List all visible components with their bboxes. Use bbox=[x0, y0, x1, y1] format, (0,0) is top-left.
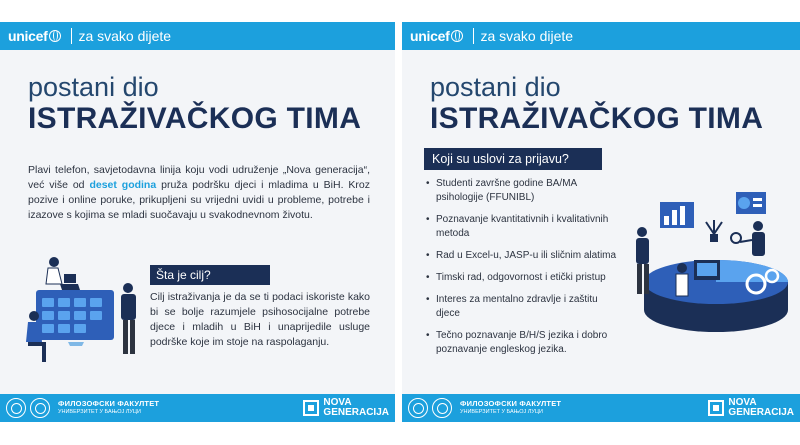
faculty-name bbox=[58, 399, 159, 417]
faculty-title: ФИЛОЗОФСКИ ФАКУЛТЕТ bbox=[460, 399, 562, 408]
partner-line-2: GENERACIJA bbox=[323, 407, 389, 418]
intro-paragraph bbox=[28, 163, 370, 223]
faculty-subtitle: УНИВЕРЗИТЕТ У БАЊОЈ ЛУЦИ bbox=[58, 409, 141, 415]
partner-line-1: NOVA bbox=[728, 397, 757, 408]
intro-highlight: deset godina bbox=[89, 179, 157, 191]
nova-generacija-logo bbox=[708, 398, 794, 418]
faculty-seal-icon bbox=[30, 398, 50, 418]
unicef-logo: unicef bbox=[410, 28, 450, 44]
nova-generacija-logo bbox=[303, 398, 389, 418]
right-panel bbox=[402, 22, 800, 422]
globe-icon bbox=[451, 30, 463, 42]
nova-generacija-icon bbox=[303, 400, 319, 416]
data-team-illustration bbox=[624, 172, 794, 347]
left-panel bbox=[0, 22, 395, 422]
intro-text-2: pruža podršku djeci i mladima u BiH. Kroz pozive i online poruke, prikupljeni su vrijedni uvidi u probleme, potrebe i izazove s kojima se mladi suočavaju u svakodnevnom životu. bbox=[28, 179, 370, 221]
footer bbox=[0, 394, 395, 422]
faculty-name bbox=[460, 399, 561, 417]
partner-line-2: GENERACIJA bbox=[728, 407, 794, 418]
nova-generacija-icon bbox=[708, 400, 724, 416]
headline-light: postani dio bbox=[430, 72, 561, 102]
top-bar bbox=[402, 22, 800, 50]
condition-item: • Studenti završne godine BA/MA psihologije (FFUNIBL) bbox=[424, 177, 624, 205]
headline-bold: ISTRAŽIVAČKOG TIMA bbox=[28, 102, 362, 135]
university-seal-icon bbox=[6, 398, 26, 418]
footer bbox=[402, 394, 800, 422]
headline bbox=[430, 72, 763, 136]
divider bbox=[71, 28, 72, 44]
faculty-seal-icon bbox=[432, 398, 452, 418]
intro-text-1: Plavi telefon, savjetodavna linija koju vodi udruženje „Nova generacija“, već više od bbox=[28, 164, 370, 191]
conditions-list bbox=[424, 177, 624, 365]
conditions-heading: Koji su uslovi za prijavu? bbox=[424, 148, 602, 170]
team-calendar-illustration bbox=[24, 250, 144, 365]
slogan: za svako dijete bbox=[480, 28, 574, 44]
top-bar bbox=[0, 22, 395, 50]
faculty-subtitle: УНИВЕРЗИТЕТ У БАЊОЈ ЛУЦИ bbox=[460, 409, 543, 415]
condition-item: • Interes za mentalno zdravlje i zaštitu djece bbox=[424, 293, 624, 321]
headline bbox=[28, 72, 361, 136]
divider bbox=[473, 28, 474, 44]
condition-item: • Tečno poznavanje B/H/S jezika i dobro poznavanje engleskog jezika. bbox=[424, 329, 624, 357]
faculty-title: ФИЛОЗОФСКИ ФАКУЛТЕТ bbox=[58, 399, 160, 408]
condition-item: • Rad u Excel-u, JASP-u ili sličnim alatima bbox=[424, 249, 624, 263]
slogan: za svako dijete bbox=[78, 28, 172, 44]
unicef-logo: unicef bbox=[8, 28, 48, 44]
globe-icon bbox=[49, 30, 61, 42]
university-seal-icon bbox=[408, 398, 428, 418]
headline-bold: ISTRAŽIVAČKOG TIMA bbox=[430, 102, 764, 135]
goal-text: Cilj istraživanja je da se ti podaci iskoriste kako bi se bolje razumjele psihosocijalne potrebe djece i mladih u BiH i unaprijedile usluge podrške koje im stoje na raspolaganju. bbox=[150, 291, 370, 348]
partner-line-1: NOVA bbox=[323, 397, 352, 408]
condition-item: • Timski rad, odgovornost i etički pristup bbox=[424, 271, 624, 285]
condition-item: • Poznavanje kvantitativnih i kvalitativnih metoda bbox=[424, 213, 624, 241]
headline-light: postani dio bbox=[28, 72, 159, 102]
goal-heading: Šta je cilj? bbox=[150, 265, 270, 285]
